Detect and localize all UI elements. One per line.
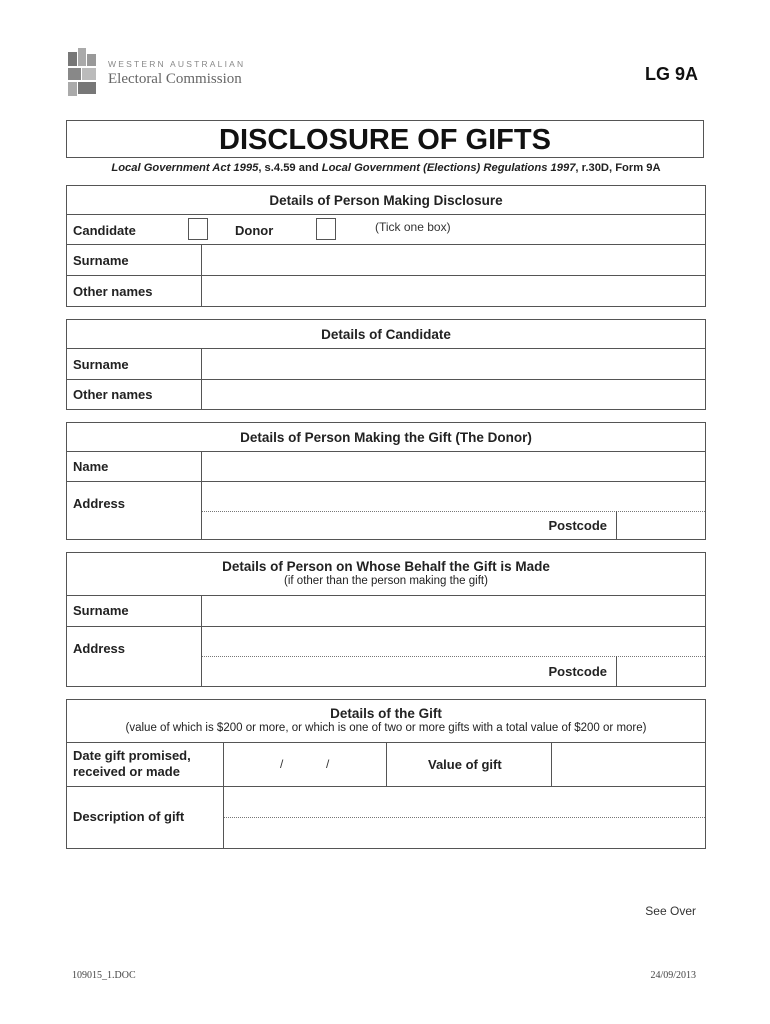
other-names-label: Other names [73,387,153,402]
section-heading-text: Details of Person on Whose Behalf the Gift is Made [222,559,550,574]
disclosure-surname-field[interactable] [201,245,705,275]
org-name: Electoral Commission [108,71,242,87]
section-heading: Details of Person Making the Gift (The Donor) [67,423,705,452]
section-heading: Details of Person Making Disclosure [67,186,705,215]
surname-label: Surname [73,253,129,268]
donor-postcode-field[interactable] [617,511,705,539]
see-over-note: See Over [645,904,696,918]
name-label: Name [73,459,109,474]
disclosure-other-names-row [67,276,705,306]
donor-address-field[interactable] [201,482,705,539]
candidate-checkbox[interactable] [188,218,208,240]
section-heading-text: Details of the Gift [330,706,442,721]
section-heading [67,553,705,596]
address-line [202,627,705,657]
section-behalf-details [66,552,706,687]
donor-name-row [67,452,705,482]
legislation-reference [66,162,706,174]
description-line [224,787,705,818]
donor-address-row [67,482,705,539]
act-name: Local Government Act 1995 [111,162,259,174]
gift-value-field[interactable] [551,743,705,786]
candidate-surname-field[interactable] [201,349,705,379]
document-reference: 109015_1.DOC [72,970,136,981]
commission-logo-icon [68,48,96,96]
regulations-name: Local Government (Elections) Regulations 1997 [321,162,576,174]
section-donor-details [66,422,706,540]
section-subheading: (if other than the person making the gift) [284,575,488,587]
section-heading [67,700,705,743]
date-separator-1: / [280,757,284,771]
donor-checkbox[interactable] [316,218,336,240]
disclosure-surname-row [67,245,705,276]
behalf-surname-row [67,596,705,627]
org-name-small: WESTERN AUSTRALIAN [108,59,246,69]
section-heading: Details of Candidate [67,320,705,349]
date-label-line1: Date gift promised, [73,748,191,763]
section-subheading: (value of which is $200 or more, or which is one of two or more gifts with a total value of $200 or more) [125,722,647,734]
address-label: Address [73,496,126,511]
other-names-label: Other names [73,284,153,299]
candidate-surname-row [67,349,705,380]
candidate-label: Candidate [73,223,136,238]
section-person-making-disclosure [66,185,706,307]
section-candidate-details [66,319,706,410]
address-line [202,482,705,512]
date-separator-2: / [326,757,330,771]
act-ref: , s.4.59 and [258,162,322,174]
candidate-other-names-field[interactable] [201,380,705,409]
postcode-label: Postcode [548,664,607,679]
donor-label: Donor [235,223,274,238]
role-selection-row [67,215,705,245]
section-gift-details [66,699,706,849]
postcode-label: Postcode [548,518,607,533]
donor-name-field[interactable] [201,452,705,481]
gift-description-field[interactable] [223,787,705,848]
description-label: Description of gift [73,809,185,824]
form-code: LG 9A [644,64,698,84]
page-title: DISCLOSURE OF GIFTS [66,120,704,158]
value-label: Value of gift [428,757,502,772]
revision-date: 24/09/2013 [650,970,696,981]
address-label: Address [73,641,126,656]
behalf-address-field[interactable] [201,627,705,686]
date-label [73,748,191,780]
gift-date-value-row [67,743,705,787]
candidate-other-names-row [67,380,705,409]
disclosure-other-names-field[interactable] [201,276,705,306]
tick-hint: (Tick one box) [375,220,451,234]
gift-date-field[interactable] [223,743,387,786]
behalf-postcode-field[interactable] [617,656,705,686]
behalf-address-row [67,627,705,686]
date-label-line2: received or made [73,764,180,779]
behalf-surname-field[interactable] [201,596,705,626]
regulations-ref: , r.30D, Form 9A [575,162,661,174]
gift-description-row [67,787,705,848]
surname-label: Surname [73,357,129,372]
surname-label: Surname [73,603,129,618]
